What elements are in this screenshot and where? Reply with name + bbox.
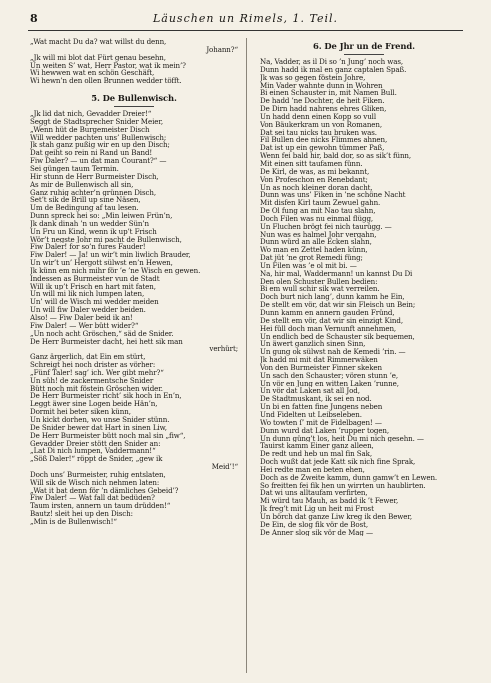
text-line: De Herr Burmeister richt’ sik hoch in En’n,	[30, 392, 182, 401]
text-line: Wo towten ſ’ mit de Fidelbagen! —	[260, 418, 382, 427]
text-line: „Un noch acht Gröschen,“ säd de Snider.	[30, 329, 174, 338]
text-line: Wi hewn’n den ollen Brunnen wedder töfft.	[30, 77, 182, 86]
text-line: De Ein, de slog fik vör de Bost,	[260, 520, 369, 529]
text-line: Hei redte man en beten ehen,	[260, 465, 365, 474]
text-line: De Herr Burmeister bütt noch mal sin „fiw“,	[30, 431, 186, 440]
text-line: As mir de Bullenwisch all sin,	[30, 180, 134, 189]
text-line: Hir stunn de Herr Burmeister Disch,	[30, 172, 159, 181]
text-line: Un sach den Schauster; vören stunn ’e,	[260, 371, 399, 380]
text-line: Doch as de Zweite kamm, dunn gamw’t en Lewen.	[260, 473, 438, 482]
text-line: Will wedder pachten uns’ Bullenwisch;	[30, 133, 167, 142]
text-line: „Jk will mi blot dat Fürt genau besehn,	[30, 53, 166, 62]
text-line: Leggt äwer sine Logen beide Hän’n,	[30, 400, 158, 409]
text-line: „Söß Daler!“ röppt de Snider, „gew ik	[30, 455, 163, 464]
text-line: Jk was so gegen föstein Johre,	[260, 73, 366, 82]
text-line: Sei güngen taum Termin.	[30, 164, 119, 173]
text-line: Von Profeschon en Renebdant;	[260, 175, 368, 184]
text-line: Dunn kamm en annern gauden Fründ,	[260, 309, 395, 317]
text-line: Un’ will de Wisch mi wedder meiden	[30, 298, 159, 307]
text-line: Dunn was uns’ Fiken in ’ne schöne Nacht	[260, 191, 406, 200]
text-line: Jk hadd mi mit dat Rimmerwäken	[260, 356, 378, 364]
text-line: Von Bäukerkram un von Romanen,	[260, 120, 383, 129]
text-line: Will sik de Wisch nich nehmen laten:	[30, 478, 160, 487]
text-line: Johann?“	[206, 45, 238, 54]
text-line: Un will fiw Daler wedder beiden.	[30, 306, 146, 314]
text-line: „Min is de Bullenwisch!“	[30, 517, 117, 526]
text-line: Un dunn güng’t los, heit Du mi nich gesehn. —	[260, 434, 424, 443]
text-line: Un kickt dorhen, wo unse Snider stünn.	[30, 415, 170, 424]
text-line: Doch Filen was nu einmal flügg,	[260, 214, 374, 223]
text-line: Seggt de Stadtsprecher Snider Meier,	[30, 117, 164, 126]
text-line: Un will mi lik nich lumpen laten,	[30, 290, 145, 299]
text-line: Dormit hei beter siken künn,	[30, 408, 131, 416]
text-line: Taum irsten, annern un taum drüdden!“	[30, 502, 171, 511]
text-line: „Wat it bat denn för ’n dämliches Gebeid’?	[30, 486, 179, 495]
text-line: Fil Bullen dee nicks Flimmes ahnen,	[260, 136, 388, 145]
text-line: Bi einen Schauster in, mit Namen Bull.	[260, 89, 397, 98]
text-line: Un äwert ganzlich sinen Sinn,	[260, 340, 366, 349]
text-line: De stellt em vör, dat wir sin einzigt Kind,	[260, 316, 403, 325]
right-column	[260, 38, 468, 675]
text-line: De Ol fung an mit Nao tau slahn,	[260, 207, 376, 215]
text-line: De hadd ’ne Dochter, de heit Fiken.	[260, 97, 385, 106]
text-line: Na, Vadder, as il Di so ’n Jung’ noch was,	[260, 58, 404, 66]
text-line: Fiw Daler! for so’n fures Fauder!	[30, 243, 146, 252]
column-divider	[246, 38, 247, 673]
text-line: Bi em wull schir sik wat verreilen.	[260, 285, 380, 294]
text-line: Wör’t negste Johr mi pacht de Bullenwisch,	[30, 235, 182, 244]
text-line: De Dirn hadd nahrens ehres Gliken,	[260, 105, 387, 113]
text-line: Dunn hadd ik mal en ganz captalen Spaß.	[260, 65, 407, 74]
text-line: Un Filen was ’e ol mit bi. —	[260, 261, 357, 270]
text-line: „Wat macht Du da? wat willst du denn,	[30, 38, 167, 46]
text-line: De Stadtmuskant, ik sei en nod.	[260, 395, 372, 404]
text-line: Jk freg’t mit Lig un heit mi Frost	[260, 505, 374, 513]
text-line: Jk stah ganz pußig wir en up den Disch;	[30, 141, 170, 150]
text-line: Tauirst kamm Einer ganz alleen,	[260, 442, 374, 451]
text-line: Set’t sik de Brill up sine Näsen,	[30, 196, 141, 205]
text-line: Dat geiht so rein ni Rand un Band!	[30, 149, 153, 158]
text-line: Un hadd denn einen Kopp so vull	[260, 112, 377, 121]
text-line: Jk künn em nich mihr för ’e ’ne Wisch en gewen.	[30, 266, 201, 275]
text-line: Fiw Daler? — un dat man Courant?“ —	[30, 157, 167, 165]
text-line: Min Vader wahnte dunn in Wohren	[260, 81, 383, 90]
text-line: Doch burt nich lang’, dunn kamm he Ein,	[260, 293, 405, 302]
text-line: Ganz ruhig achter’n grünnen Disch,	[30, 188, 156, 197]
text-line: Ganz ärgerlich, dat Ein em stürt,	[30, 353, 146, 362]
text-line: Mit einen sitt taufamen fünn.	[260, 159, 363, 168]
text-line: Mit disfen Kirl taum Zewuel gahn.	[260, 199, 381, 208]
text-line: Von den Burmeister Finner skeken	[260, 363, 383, 372]
text-line: Un süh! de zackermentsche Snider	[30, 376, 154, 385]
text-line: Jk dank dinah ’n un wedder Sün’n	[30, 219, 150, 228]
text-line: Hei füll doch man Vernunft annehmen,	[260, 324, 397, 333]
text-line: Un Fluchen brögt fei nich taurügg. —	[260, 222, 392, 231]
text-line: So freitten fei fik hen un wirrten un haublirten.	[260, 481, 426, 490]
text-line: verhürt;	[209, 345, 238, 354]
text-line: Un endlich bed de Schauster sik bequemen,	[260, 332, 415, 341]
text-line: Dat ist up ein gewohn tümmer Paß,	[260, 144, 385, 153]
text-line: De Kirl, de was, as mi bekannt,	[260, 167, 370, 176]
text-line: Schreigt hei noch drister as vörher:	[30, 361, 156, 369]
text-line: Un Fru un Kind, wenn ik up’t Frisch	[30, 227, 157, 236]
text-line: De redt und heb un mal fin Sak,	[260, 450, 373, 459]
text-line: Fiw Daler! — Wat fall dat bedüden?	[30, 494, 155, 503]
running-title: Läuschen un Rimels, 1. Teil.	[152, 12, 338, 25]
text-line: Dat jüt ’ne grot Remedi füng;	[260, 254, 363, 262]
heading-rule	[344, 54, 384, 55]
text-line: Un bi en fatten fine Jungens neben	[260, 403, 383, 411]
text-line: De Snider bewer dat Hart in sinen Liw,	[30, 423, 167, 432]
text-line: Fiw Daler! — Ja! un wir’t min liwlich Brauder,	[30, 251, 191, 260]
text-line: Wi hewwen wat en schön Geschäft,	[30, 69, 155, 78]
text-line: Wenn fei bald hir, bald dor, so as sik’t fünn,	[260, 152, 412, 160]
text-line: Bütt noch mit föstein Gröschen wider.	[30, 384, 163, 393]
text-line: Doch wußt dat jede Katt sik nich fine Sprak,	[260, 458, 416, 466]
text-line: Mi würd tau Mauh, as badd ik ’t Fewer,	[260, 497, 399, 506]
section-gap	[30, 85, 238, 90]
page-header	[28, 10, 463, 31]
text-line: Un vör dat Laken sat all Jod,	[260, 387, 360, 396]
text-line: Bautz! sleit hei up den Disch:	[30, 510, 133, 518]
text-line: Un wir’t un’ Hergott sülwst en’n Hewen,	[30, 259, 173, 267]
text-line: Un börch dat ganze Liw kreg ik den Bewer,	[260, 512, 413, 521]
text-line: Nun was es halmel Johr vergahn,	[260, 230, 377, 239]
text-line: De Anner slog sik vör de Mag —	[260, 528, 373, 537]
text-line: Un weiten S’ wat, Herr Pastor, wat ik mein’?	[30, 61, 186, 70]
text-line: Also! — Fiw Daler beid ik an!	[30, 314, 133, 322]
left-column	[30, 38, 238, 675]
text-line: De Herr Burmeister dacht, hei hett sik man	[30, 337, 183, 346]
text-line: Dunn würd an alle Ecken slahn,	[260, 238, 372, 247]
heading-rule	[114, 106, 154, 107]
text-line: „Wenn hüt de Burgemeister Disch	[30, 125, 150, 134]
text-line: De stellt em vör, dat wir sin Fleisch un Bein;	[260, 301, 416, 309]
text-line: „Jk lid dat nich, Gevadder Dreier!“	[30, 110, 152, 118]
text-line: Und Fidelten ut Leibseleben.	[260, 410, 362, 419]
text-line: Na, hir mal, Waddermann! un kannst Du Di	[260, 269, 413, 278]
text-line: Um de Bedingung af tau lesen.	[30, 204, 139, 213]
text-line: Dat sei tau nicks tau bruken was.	[260, 128, 377, 137]
section-heading: 6. De Jhr un de Frend.	[313, 41, 415, 51]
text-line: Gevadder Dreier stött den Snider an:	[30, 439, 161, 448]
text-line: Will ik up’t Frisch en hart mit faten,	[30, 282, 156, 291]
text-line: Meid’!“	[211, 463, 238, 471]
text-line: Fiw Daler! — Wer bütt wider?“	[30, 321, 139, 330]
text-line: Dat wi uns alltaufam verfirten,	[260, 489, 368, 498]
text-line: „Lat Di nich lumpen, Vaddermann!“	[30, 447, 156, 456]
text-line: Dunn wurd dat Laken ’rupper togen,	[260, 426, 390, 435]
text-line: Wo man en Zettel haden künn,	[260, 246, 368, 255]
text-line: Un vör en Jung en witten Laken ’runne,	[260, 379, 399, 388]
text-line: Doch uns’ Burmeister, ruhig entslaten,	[30, 470, 166, 479]
text-line: Dunn spreck hei so: „Min leiwen Frün’n,	[30, 212, 173, 220]
section-heading: 5. De Bullenwisch.	[91, 93, 177, 104]
text-line: Un gung ok sülwst nah de Kemedi ’rin. —	[260, 348, 406, 357]
text-line: „Fünf Taler! sag’ ich. Wer gibt mehr?“	[30, 368, 164, 377]
text-line: Den olen Schuster Bullen bedien:	[260, 277, 378, 286]
text-line: Un as noch kleiner doran dacht,	[260, 183, 373, 192]
text-line: Indessen as Burmeister vun de Stadt	[30, 274, 160, 283]
page-number: 8	[30, 12, 38, 25]
